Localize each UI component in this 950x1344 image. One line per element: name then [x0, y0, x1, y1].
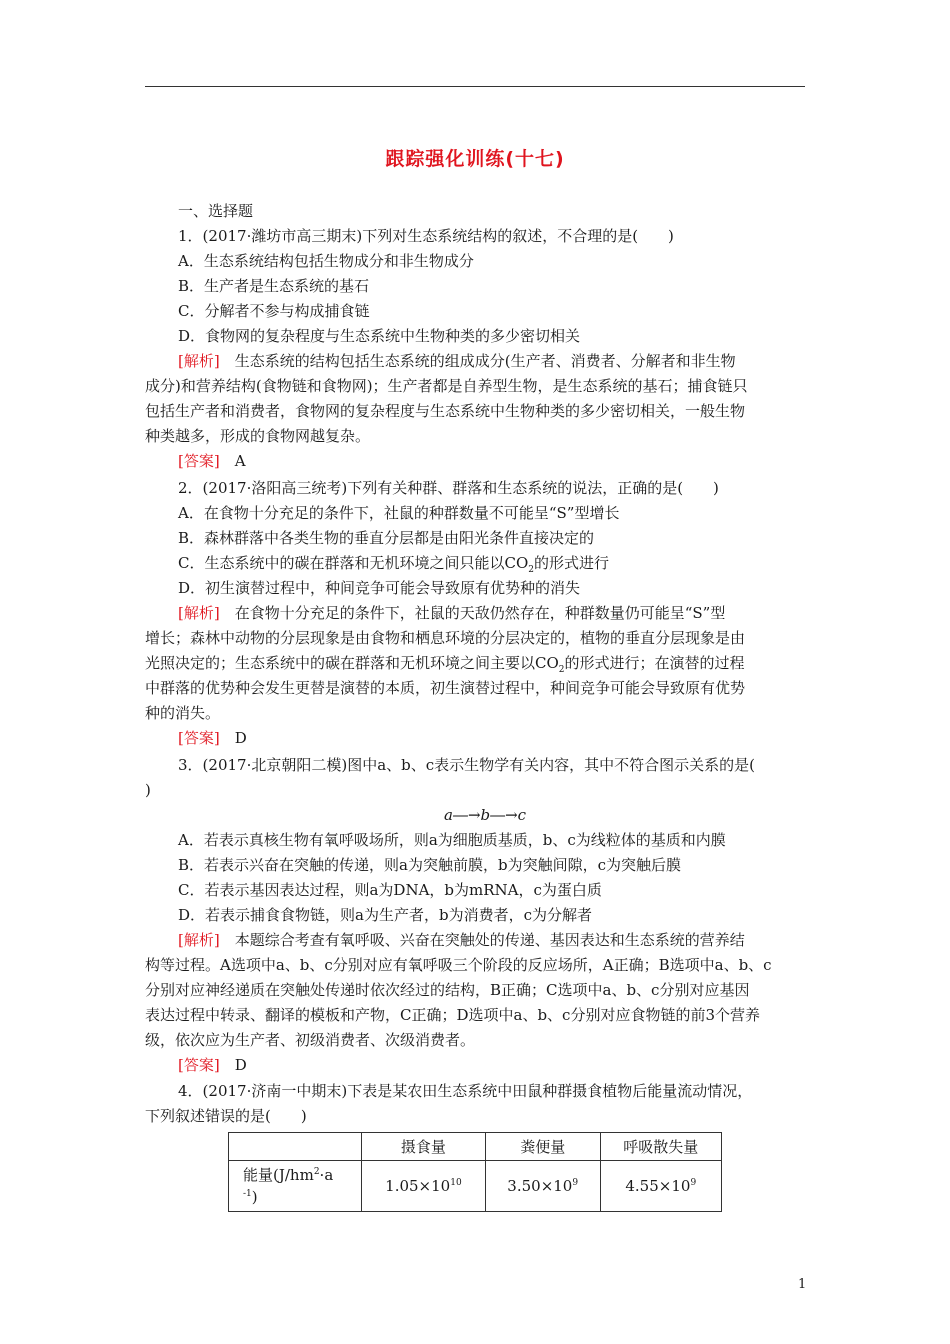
q3-stem-cont: ) [145, 781, 151, 799]
q2-option-c: C．生态系统中的碳在群落和无机环境之间只能以$CO_2$的形式进行 [178, 554, 610, 575]
q2-analysis-line: 中群落的优势种会发生更替是演替的本质，初生演替过程中，种间竞争可能会导致原有优势 [145, 679, 746, 697]
q3-answer-line [178, 1055, 247, 1075]
table-row-label: 能量($J/hm^2\cdot a$ $^{-1}$) [229, 1161, 362, 1212]
q2-analysis-line: 光照决定的；生态系统中的碳在群落和无机环境之间主要以$CO_2$的形式进行；在演替的过程 [145, 654, 745, 675]
q3-analysis-line: 构等过程。A选项中a、b、c分别对应有氧呼吸三个阶段的反应场所，A正确；B选项中a、b、c [145, 956, 772, 974]
q1-analysis-line [178, 351, 736, 371]
q2-analysis-text: 在食物十分充足的条件下，社鼠的天敌仍然存在，种群数量仍可能呈“S”型 [234, 604, 726, 622]
table-row [229, 1161, 722, 1212]
q2-analysis-tag: [解析] [178, 604, 220, 622]
table-cell: $4.55\times 10^9$ [600, 1161, 721, 1212]
q1-analysis-line: 包括生产者和消费者，食物网的复杂程度与生态系统中生物种类的多少密切相关，一般生物 [145, 402, 746, 420]
q1-analysis-text: 生态系统的结构包括生态系统的组成成分(生产者、消费者、分解者和非生物 [234, 352, 736, 370]
q3-option-c: C．若表示基因表达过程，则a为DNA，b为mRNA，c为蛋白质 [178, 881, 602, 899]
table-header-cell [229, 1133, 362, 1161]
q2-answer: D [234, 729, 247, 747]
q2-option-b: B．森林群落中各类生物的垂直分层都是由阳光条件直接决定的 [178, 529, 595, 547]
q1-analysis-line: 种类越多，形成的食物网越复杂。 [145, 427, 371, 445]
q3-analysis-line: 表达过程中转录、翻译的模板和产物，C正确；D选项中a、b、c分别对应食物链的前3个营养 [145, 1006, 760, 1024]
q3-answer-tag: [答案] [178, 1056, 220, 1074]
table-header-cell: 呼吸散失量 [600, 1133, 721, 1161]
page-title: 跟踪强化训练(十七) [385, 148, 565, 170]
q3-analysis-line: 级，依次应为生产者、初级消费者、次级消费者。 [145, 1031, 476, 1049]
q3-analysis-text: 本题综合考查有氧呼吸、兴奋在突触处的传递、基因表达和生态系统的营养结 [234, 931, 745, 949]
header-rule [145, 86, 805, 87]
q2-answer-line [178, 728, 247, 748]
q3-stem: 3．(2017·北京朝阳二模)图中a、b、c表示生物学有关内容，其中不符合图示关系的是( [178, 756, 755, 774]
q1-analysis-tag: [解析] [178, 352, 220, 370]
q1-answer-line [178, 451, 246, 471]
q1-analysis-line: 成分)和营养结构(食物链和食物网)；生产者都是自养型生物，是生态系统的基石；捕食链只 [145, 377, 748, 395]
q4-stem-cont: 下列叙述错误的是( ) [145, 1107, 307, 1125]
q1-option-d: D．食物网的复杂程度与生态系统中生物种类的多少密切相关 [178, 327, 581, 345]
table-header-cell: 摄食量 [362, 1133, 486, 1161]
q1-answer: A [234, 452, 246, 470]
table-cell: $1.05\times 10^{10}$ [362, 1161, 486, 1212]
q3-analysis-line [178, 930, 745, 950]
q3-option-a: A．若表示真核生物有氧呼吸场所，则a为细胞质基质，b、c为线粒体的基质和内膜 [178, 831, 726, 849]
q1-option-c: C．分解者不参与构成捕食链 [178, 302, 370, 320]
table-cell: $3.50\times 10^9$ [485, 1161, 600, 1212]
q1-stem: 1．(2017·潍坊市高三期末)下列对生态系统结构的叙述，不合理的是( ) [178, 227, 674, 245]
q3-option-d: D．若表示捕食食物链，则a为生产者，b为消费者，c为分解者 [178, 906, 592, 924]
q3-answer: D [234, 1056, 247, 1074]
q1-answer-tag: [答案] [178, 452, 220, 470]
q2-option-d: D．初生演替过程中，种间竞争可能会导致原有优势种的消失 [178, 579, 581, 597]
q2-option-a: A．在食物十分充足的条件下，社鼠的种群数量不可能呈“S”型增长 [178, 504, 620, 522]
page-number: 1 [798, 1277, 807, 1292]
q2-answer-tag: [答案] [178, 729, 220, 747]
section-heading: 一、选择题 [178, 202, 254, 220]
q2-analysis-line: 增长；森林中动物的分层现象是由食物和栖息环境的分层决定的，植物的垂直分层现象是由 [145, 629, 746, 647]
q1-option-a: A．生态系统结构包括生物成分和非生物成分 [178, 252, 474, 270]
q4-stem: 4．(2017·济南一中期末)下表是某农田生态系统中田鼠种群摄食植物后能量流动情况， [178, 1082, 753, 1100]
q2-analysis-line: 种的消失。 [145, 704, 221, 722]
q3-option-b: B．若表示兴奋在突触的传递，则a为突触前膜，b为突触间隙，c为突触后膜 [178, 856, 681, 874]
q3-analysis-tag: [解析] [178, 931, 220, 949]
energy-table [228, 1132, 722, 1212]
q3-analysis-line: 分别对应神经递质在突触处传递时依次经过的结构，B正确；C选项中a、b、c分别对应基因 [145, 981, 750, 999]
q2-analysis-line [178, 603, 725, 623]
q3-diagram: a―→b―→c [444, 806, 527, 824]
table-header-row [229, 1133, 722, 1161]
q1-option-b: B．生产者是生态系统的基石 [178, 277, 370, 295]
q2-stem: 2．(2017·洛阳高三统考)下列有关种群、群落和生态系统的说法，正确的是( ) [178, 479, 719, 497]
table-header-cell: 粪便量 [485, 1133, 600, 1161]
